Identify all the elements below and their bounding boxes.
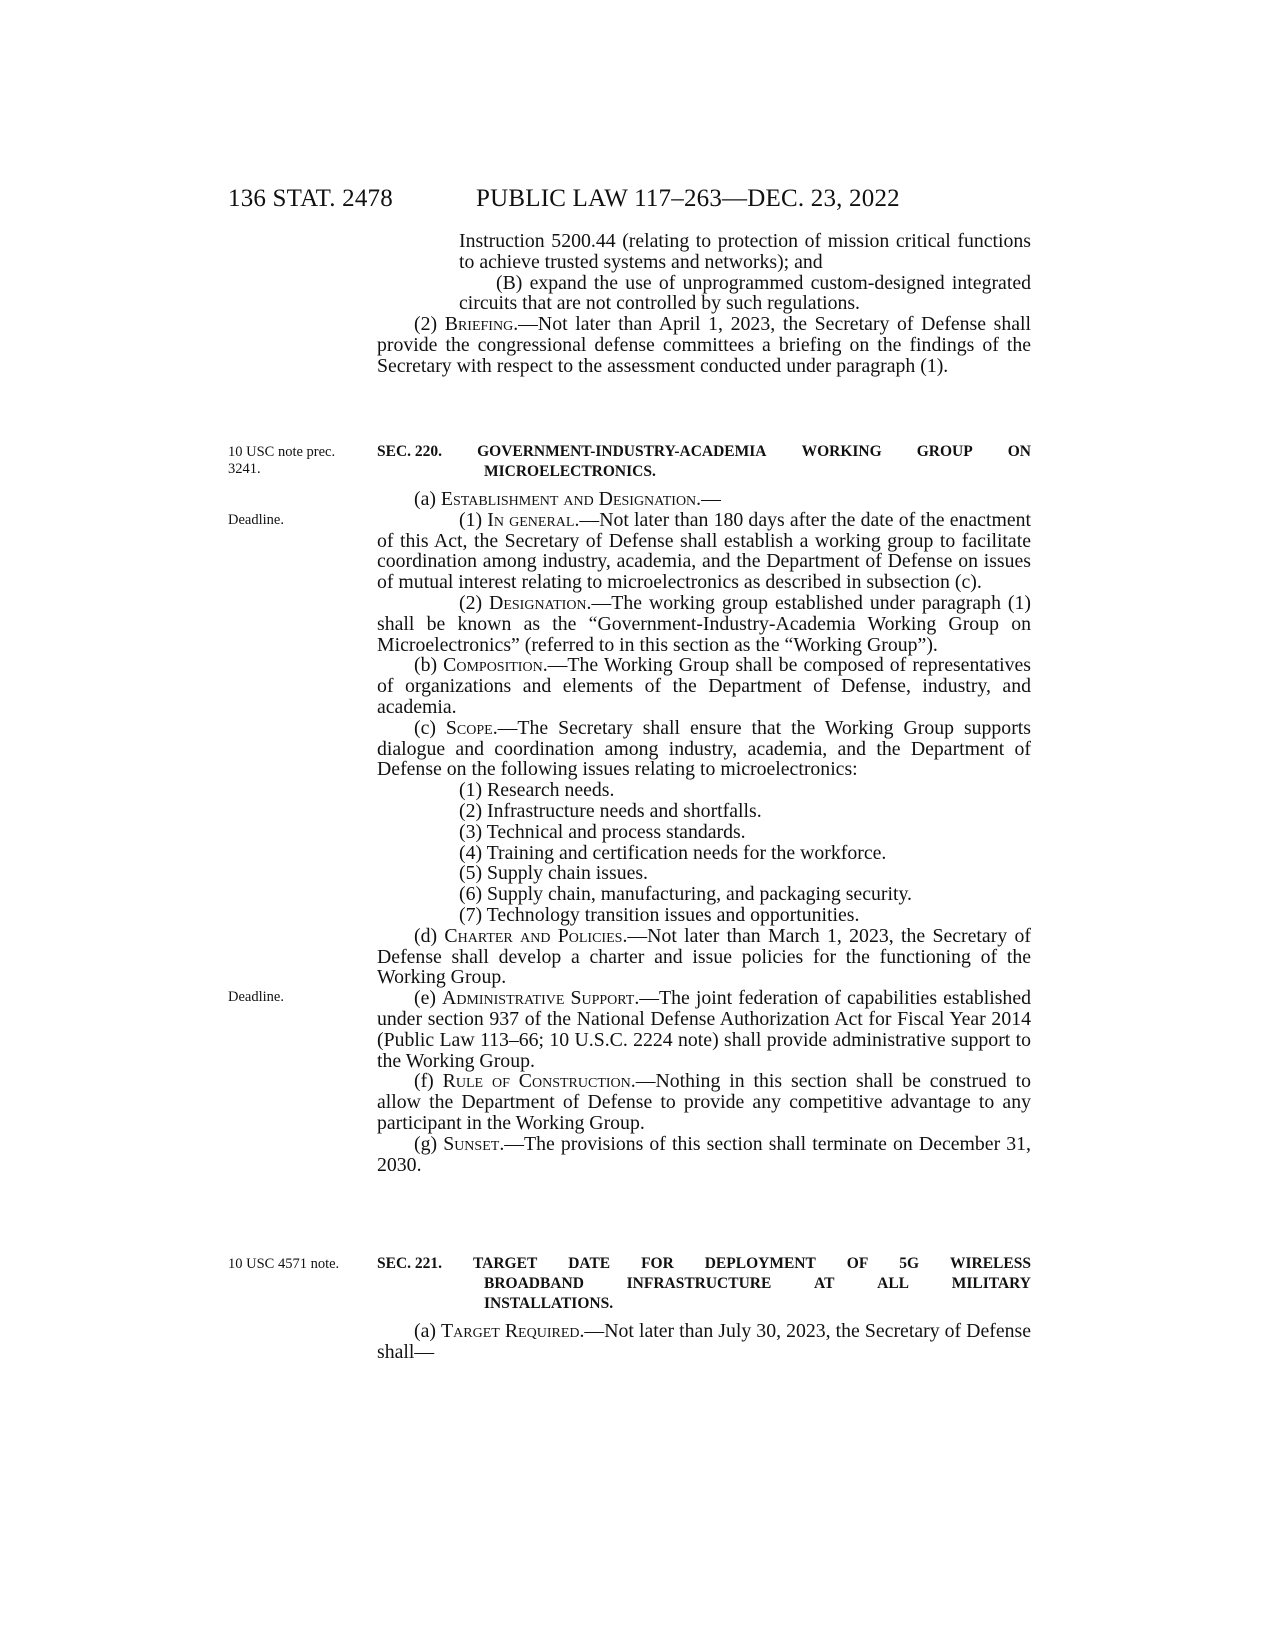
subsection-sunset: (g) Sunset.—The provisions of this section shall terminate on December 31, 2030. bbox=[377, 1132, 1031, 1176]
briefing-paragraph: (2) Briefing.—Not later than April 1, 2023, the Secretary of Defense shall provide the congressional defense committees a briefing on the findings of the Secretary with respect to the assessment conducted under paragraph (1). bbox=[377, 313, 1032, 377]
list-item: (3) Technical and process standards. bbox=[459, 820, 746, 843]
margin-note-usc-3241: 10 USC note prec. 3241. bbox=[228, 444, 336, 477]
scope-list bbox=[377, 780, 1031, 926]
subsection-rule-of-construction: (f) Rule of Construction.—Nothing in this section shall be construed to allow the Department of Defense to provide any competitive advantage to any participant in the Working Group. bbox=[377, 1070, 1031, 1134]
margin-note-deadline: Deadline. bbox=[228, 989, 284, 1005]
subsection-a-heading: (a) Establishment and Designation.— bbox=[414, 488, 721, 510]
margin-note-usc-4571: 10 USC 4571 note. bbox=[228, 1256, 340, 1272]
subsection-target-required: (a) Target Required.—Not later than July 30, 2023, the Secretary of Defense shall— bbox=[377, 1320, 1031, 1363]
section-220-body bbox=[377, 489, 1031, 1175]
section-221-heading: SEC. 221. TARGET DATE FOR DEPLOYMENT OF 5G WIRELESS BROADBAND INFRASTRUCTURE AT ALL MILITARY INSTALLATIONS. bbox=[377, 1255, 1031, 1312]
section-221-body bbox=[377, 1321, 1031, 1363]
list-item: (4) Training and certification needs for the workforce. bbox=[459, 841, 887, 864]
list-item: (1) Research needs. bbox=[459, 779, 615, 802]
continuation-block bbox=[377, 231, 1031, 377]
page-title: PUBLIC LAW 117–263—DEC. 23, 2022 bbox=[476, 185, 900, 212]
subsection-scope: (c) Scope.—The Secretary shall ensure that the Working Group supports dialogue and coordination among industry, academia, and the Department of Defense on the following issues relating to microelectronics: bbox=[377, 716, 1031, 781]
paragraph-designation: (2) Designation.—The working group established under paragraph (1) shall be known as the “Government-Industry-Academia Working Group on Microelectronics” (referred to in this section as the “Working Group”). bbox=[377, 591, 1031, 656]
section-220-heading: SEC. 220. GOVERNMENT-INDUSTRY-ACADEMIA WORKING GROUP ON MICROELECTRONICS. bbox=[377, 443, 1031, 480]
paragraph-in-general: (1) In general.—Not later than 180 days after the date of the enactment of this Act, the Secretary of Defense shall establish a working group to facilitate coordination among industry, academia, and the Department of Defense on issues of mutual interest relating to microelectronics as described in subsection (c). bbox=[377, 508, 1032, 594]
list-item: (6) Supply chain, manufacturing, and packaging security. bbox=[459, 883, 912, 906]
paragraph: Instruction 5200.44 (relating to protection of mission critical functions to achieve trusted systems and networks); and bbox=[459, 230, 1031, 273]
subsection-charter: (d) Charter and Policies.—Not later than March 1, 2023, the Secretary of Defense shall develop a charter and issue policies for the functioning of the Working Group. bbox=[377, 924, 1031, 989]
list-item: (5) Supply chain issues. bbox=[459, 862, 649, 885]
subsection-composition: (b) Composition.—The Working Group shall be composed of representatives of organizations and elements of the Department of Defense, industry, and academia. bbox=[377, 654, 1031, 718]
subsection-administrative-support: (e) Administrative Support.—The joint federation of capabilities established under section 937 of the National Defense Authorization Act for Fiscal Year 2014 (Public Law 113–66; 10 U.S.C. 2224 note) shall provide administrative support to the Working Group. bbox=[377, 987, 1031, 1072]
page-reference: 136 STAT. 2478 bbox=[228, 185, 393, 212]
margin-note-deadline: Deadline. bbox=[228, 512, 284, 528]
list-item: (7) Technology transition issues and opportunities. bbox=[459, 903, 860, 926]
list-item: (2) Infrastructure needs and shortfalls. bbox=[459, 799, 762, 822]
paragraph: (B) expand the use of unprogrammed custom-designed integrated circuits that are not controlled by such regulations. bbox=[459, 271, 1031, 315]
